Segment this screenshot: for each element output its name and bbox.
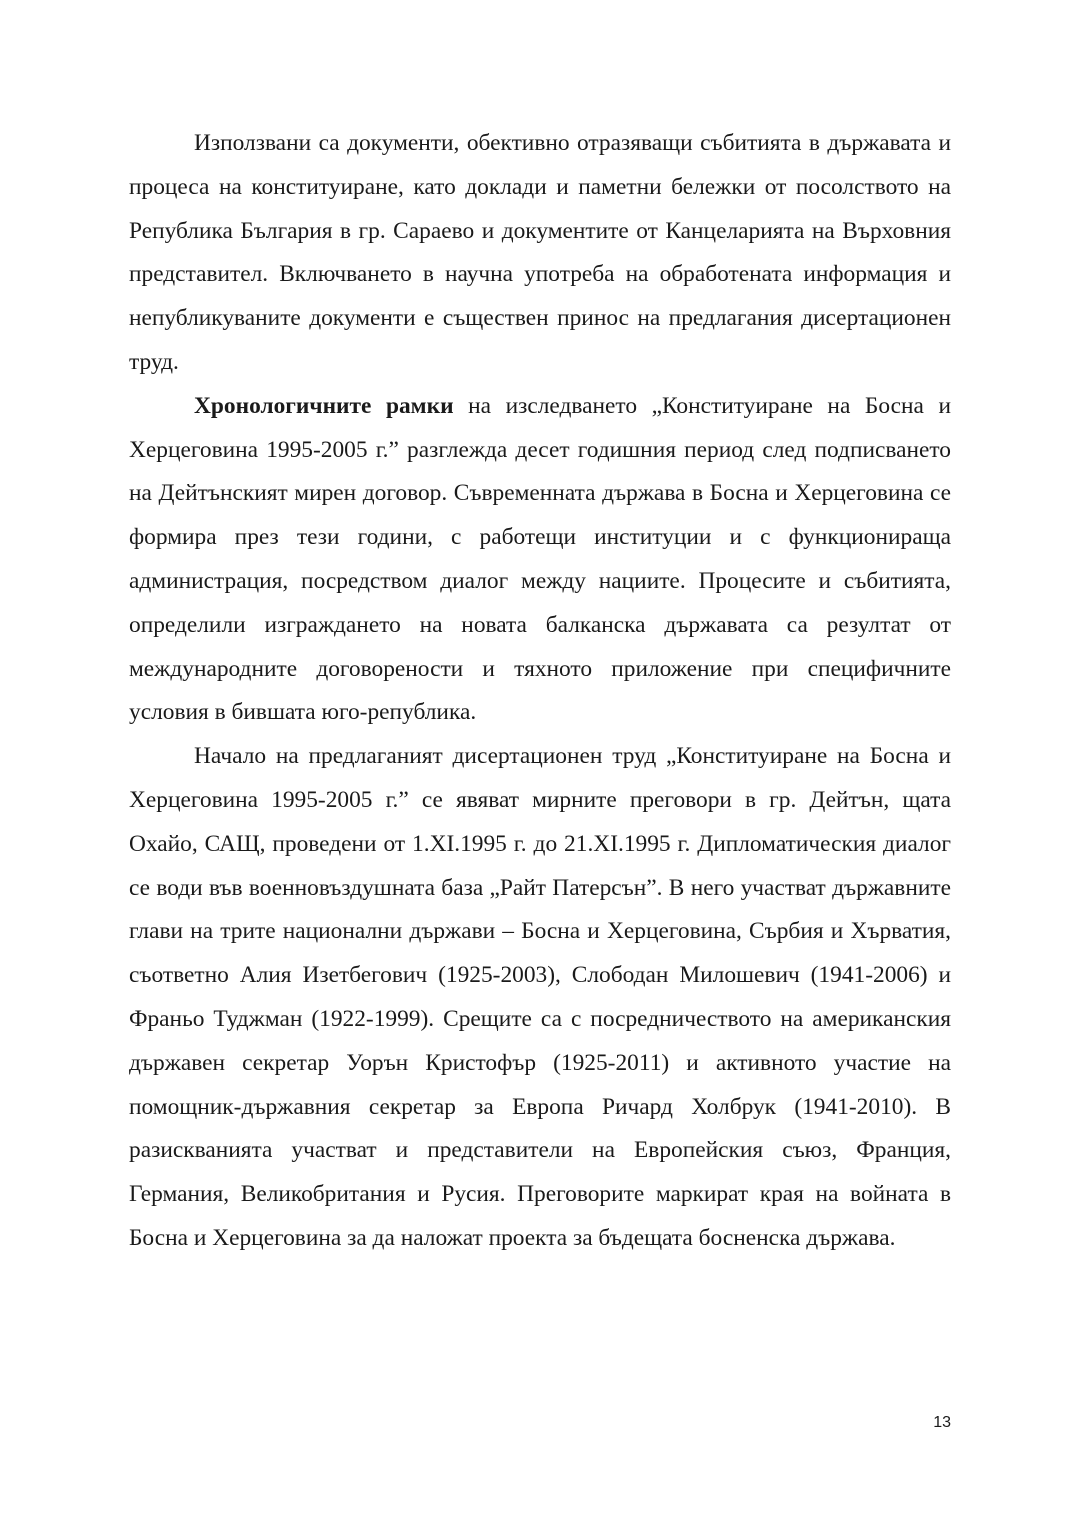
paragraph-bold-lead: Хронологичните рамки bbox=[194, 392, 454, 419]
paragraph-text: на изследването „Конституиране на Босна и Херцеговина 1995-2005 г.” разглежда десет годишния период след подписването на Дейтънският мирен договор. Съвременната държава в Босна и Херцеговина се формира през тези години, с работещи институции и с функционираща администрация, посредством диалог между нациите. Процесите и събитията, определили изграждането на новата балканска държавата са резултат от международните договорености и тяхното приложение при специфичните условия в бившата юго-република. bbox=[129, 392, 951, 726]
paragraph-text: Начало на предлаганият дисертационен труд „Конституиране на Босна и Херцеговина 1995-2005 г.” се явяват мирните преговори в гр. Дейтън, щата Охайо, САЩ, проведени от 1.XI.1995 г. до 21.XI.1995 г. Дипломатическия диалог се води във военновъздушната база „Райт Патерсън”. В него участват държавните глави на трите национални държави – Босна и Херцеговина, Сърбия и Хърватия, съответно Алия Изетбегович (1925-2003), Слободан Милошевич (1941-2006) и Франьо Туджман (1922-1999). Срещите са с посредничеството на американския държавен секретар Уорън Кристофър (1925-2011) и активното участие на помощник-държавния секретар за Европа Ричард Холбрук (1941-2010). В разискванията участват и представители на Европейския съюз, Франция, Германия, Великобритания и Русия. Преговорите маркират края на войната в Босна и Херцеговина за да наложат проекта за бъдещата босненска държава. bbox=[129, 743, 951, 1251]
body-text bbox=[129, 122, 951, 1261]
paragraph-text: Използвани са документи, обективно отразяващи събитията в държавата и процеса на конституиране, като доклади и паметни бележки от посолството на Република България в гр. Сараево и документите от Канцеларията на Върховния представител. Включването в научна употреба на обработената информация и непубликуваните документи е съществен принос на предлагания дисертационен труд. bbox=[129, 130, 951, 375]
page-number: 13 bbox=[933, 1414, 951, 1431]
paragraph-chronological-frame bbox=[129, 385, 951, 735]
paragraph-sources bbox=[129, 122, 951, 385]
paragraph-dayton-negotiations bbox=[129, 735, 951, 1261]
